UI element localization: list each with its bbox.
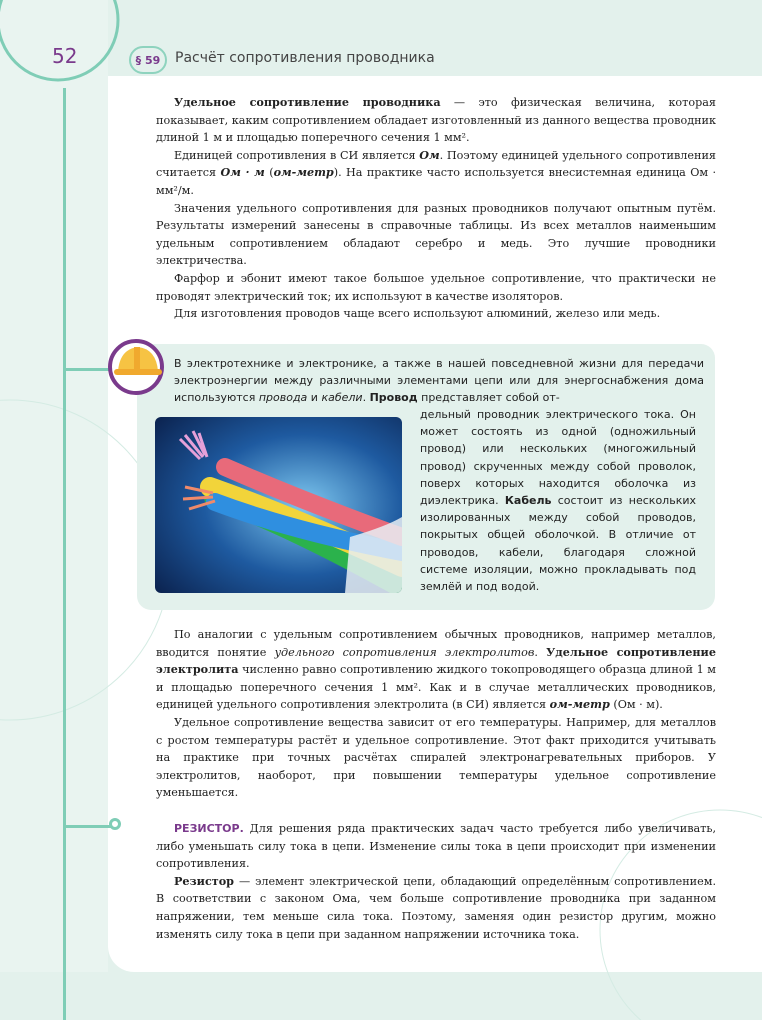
text: (Ом · м).: [609, 698, 663, 712]
paragraph: [156, 820, 716, 873]
text: .: [362, 391, 370, 405]
timeline-line: [63, 88, 66, 1020]
text: В электротехнике и электронике, а также в нашей повседневной жизни для передачи электроэнергии между различными элементами цепи или для энергоснабжения дома используются: [174, 357, 704, 405]
info-text-top: [174, 355, 704, 407]
text: ). На практике часто используется внесистемная единица Ом · мм²/м.: [156, 166, 717, 197]
text: состоит из нескольких изолированных между собой проводов, покрытых общей оболочкой. В отличие от проводов, кабели, благодаря сложной системе изоляции, можно прокладывать под землёй и под водой.: [420, 494, 696, 594]
text: представляет собой от-: [417, 391, 560, 405]
info-text-right: [420, 406, 696, 595]
section-heading: РЕЗИСТОР.: [174, 822, 244, 835]
text: Единицей сопротивления в СИ является: [174, 148, 420, 162]
unit: Ом · м: [220, 165, 265, 180]
term: удельного сопротивления электролитов: [274, 645, 535, 659]
intro-text: [156, 94, 716, 323]
term: Удельное сопротивление электролита: [156, 644, 716, 677]
unit: ом-метр: [549, 697, 610, 712]
paragraph: [156, 94, 716, 147]
paragraph: Удельное сопротивление вещества зависит от его температуры. Например, для металлов с ростом температуры растёт и удельное сопротивление. Этот факт приходится учитывать на практике при точных расчётах спиралей электронагревательных приборов. У электролитов, наоборот, при повышении температуры удельное сопротивление уменьшается.: [156, 715, 716, 800]
text: численно равно сопротивлению жидкого токопроводящего образца длиной 1 м и площадью поперечного сечения 1 мм². Как и в случае металлических проводников, единицей удельного сопротивления электролита (в СИ) является: [156, 663, 716, 712]
paragraph: Для изготовления проводов чаще всего используют алюминий, железо или медь.: [174, 307, 661, 321]
term: Резистор: [174, 873, 234, 888]
text: (: [264, 166, 274, 180]
paragraph: Фарфор и эбонит имеют такое большое удельное сопротивление, что практически не проводят электрический ток; их используют в качестве изоляторов.: [156, 271, 716, 303]
text: дельный проводник электрического тока. Он может состоять из одной (одножильный провод) или нескольких (многожильный провод) скрученных между собой проволок, поверх которых находится оболочка из диэлектрика.: [420, 408, 696, 508]
term: кабели: [321, 391, 363, 405]
electrolyte-text: [156, 626, 716, 802]
unit: Ом: [419, 147, 440, 162]
unit: ом-метр: [273, 165, 334, 180]
paragraph: Значения удельного сопротивления для разных проводников получают опытным путём. Результаты измерений занесены в справочные таблицы. Из всех металлов наименьшим удельным сопротивлением обладают серебро и медь. Это лучшие проводники электричества.: [156, 201, 716, 268]
text: .: [534, 645, 547, 659]
hard-hat-icon: [104, 335, 168, 395]
paragraph: [156, 626, 716, 714]
text: — это физическая величина, которая показывает, каким сопротивлением обладает изготовленный из данного вещества проводник длиной 1 м и площадью поперечного сечения 1 мм².: [156, 96, 716, 145]
timeline-branch: [63, 368, 109, 371]
section-badge: § 59: [129, 46, 167, 74]
page-number: 52: [52, 44, 78, 68]
text: Для решения ряда практических задач часто требуется либо увеличивать, либо уменьшать силу тока в цепи. Изменение силы тока в цепи происходит при изменении сопротивления.: [156, 822, 716, 871]
text: и: [307, 391, 322, 405]
text: — элемент электрической цепи, обладающий определённым сопротивлением. В соответствии с законом Ома, чем больше сопротивление проводника при заданном напряжении, тем меньше сила тока. Поэтому, заменяя один резистор другим, можно изменять силу тока в цепи при заданном напряжении источника тока.: [156, 874, 716, 941]
paragraph: [156, 873, 716, 943]
text: По аналогии с удельным сопротивлением обычных проводников, например металлов, вводится понятие: [156, 628, 716, 659]
term: Удельное сопротивление проводника: [174, 95, 441, 109]
resistor-text: [156, 820, 716, 943]
term: Провод: [369, 391, 418, 405]
timeline-node: [109, 818, 121, 830]
cable-photo: [155, 417, 402, 593]
paragraph: [156, 147, 716, 200]
term: провода: [258, 391, 308, 405]
text: . Поэтому единицей удельного сопротивления считается: [156, 148, 716, 180]
page-title: Расчёт сопротивления проводника: [175, 50, 435, 66]
term: Кабель: [504, 494, 552, 508]
timeline-branch: [63, 825, 111, 828]
